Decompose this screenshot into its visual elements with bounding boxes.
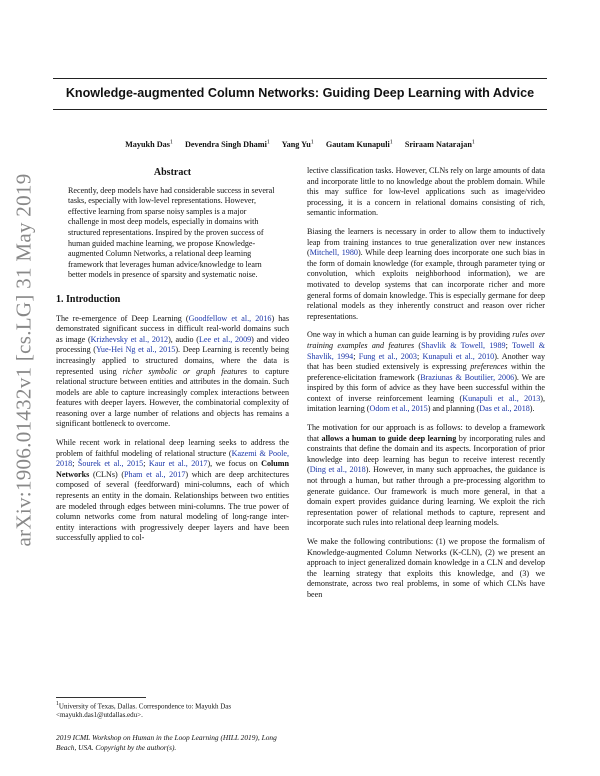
author-list	[40, 139, 560, 149]
paragraph: Biasing the learners is necessary in order to allow them to inductively leap from training instances to true generalization over new instances (Mitchell, 1980). While deep learning does incorporate one such bias in the form of domain knowledge (for example, through parameter tying or convolution, which exploits neighborhood information), we are motivated to develop systems that can incorporate richer and more general forms of domain knowledge. This is especially germane for deep relational models as they inherently construct and reason over richer representations.	[307, 226, 545, 321]
paragraph: One way in which a human can guide learning is by providing rules over training examples and features (Shavlik & Towell, 1989; Towell & Shavlik, 1994; Fung et al., 2003; Kunapuli et al., 2010). Another way that has been studied extensively is expressing preferences within the preference-elicitation framework (Braziunas & Boutilier, 2006). We are inspired by this form of advice as they have been successful within the context of inverse reinforcement learning (Kunapuli et al., 2013), imitation learning (Odom et al., 2015) and planning (Das et al., 2018).	[307, 330, 546, 414]
citation-link[interactable]: Kaur et al., 2017	[148, 459, 208, 469]
citation-link[interactable]: Ding et al., 2018	[309, 465, 366, 475]
right-column	[307, 166, 545, 609]
citation-link[interactable]: Kunapuli et al., 2013	[462, 393, 541, 403]
citation-link[interactable]: Yue-Hei Ng et al., 2015	[95, 345, 176, 355]
author: Devendra Singh Dhami$^1$	[184, 139, 270, 149]
title-rule-bottom	[53, 109, 547, 110]
section-heading: 1. Introduction	[56, 293, 121, 305]
intro-paragraph-1: The re-emergence of Deep Learning (Goodfellow et al., 2016) has demonstrated significant success in difficult real-world domains such as image (Krizhevsky et al., 2012), audio (Lee et al., 2009) and video processing (Yue-Hei Ng et al., 2015). Deep Learning is recently being increasingly applied to structured domains, where the data is represented using richer symbolic or graph features to capture relational structure between entities and attributes in the domain. Such models are able to capture increasingly complex interactions between features with deeper layers. However, the combinatorial complexity of reasoning over a large number of relations and objects has remains a significant bottleneck to overcome.	[56, 313, 290, 429]
citation-link[interactable]: Kunapuli et al., 2010	[422, 351, 495, 361]
citation-link[interactable]: Fung et al., 2003	[358, 351, 417, 361]
citation-link[interactable]: Goodfellow et al., 2016	[188, 313, 272, 323]
paragraph: The motivation for our approach is as follows: to develop a framework that allows a human to guide deep learning by incorporating rules and constraints that define the domain and its aspects. Incorporation of prior knowledge into deep learning has begun to receive interest recently (Ding et al., 2018). However, in many such approaches, the guidance is not through a human, but rather through a pre-processing algorithm to generate guidance. Our framework is much more general, in that a domain expert provides guidance during learning. We exploit the rich representation power of relational methods to capture, represent and incorporate such rules into relational deep learning models.	[307, 423, 546, 528]
intro-paragraph-2: While recent work in relational deep learning seeks to address the problem of faithful modeling of relational structure (Kazemi & Poole, 2018; Šourek et al., 2015; Kaur et al., 2017), we focus on Column Networks (CLNs) (Pham et al., 2017) which are deep architectures composed of several (feedforward) mini-columns, each of which represents an entity in the domain. Relationships between two entities are modeled through edges between mini-columns. The true power of column networks come from natural modeling of long-range inter-entity interactions with progressively deeper layers and have been successfully applied to col-	[56, 438, 290, 543]
abstract-heading: Abstract	[153, 167, 192, 178]
footnote-rule	[56, 697, 146, 698]
citation-link[interactable]: Krizhevsky et al., 2012	[90, 334, 169, 344]
arxiv-stamp: arXiv:1906.01432v1 [cs.LG] 31 May 2019	[11, 173, 36, 547]
author: Gautam Kunapuli$^1$	[325, 139, 393, 149]
footnote: $^1$University of Texas, Dallas. Correspondence to: Mayukh Das <mayukh.das1@utdallas.edu>.	[56, 701, 232, 720]
paragraph: lective classification tasks. However, CLNs rely on large amounts of data and incorporate little to no knowledge about the problem domain. While this may suffice for low-level applications such as image/video processing, it is a concern in relational domains consisting of rich, semantic information.	[307, 166, 545, 218]
paper-title: Knowledge-augmented Column Networks: Guiding Deep Learning with Advice	[65, 86, 535, 100]
citation-link[interactable]: Pham et al., 2017	[124, 469, 186, 479]
paragraph: We make the following contributions: (1) we propose the formalism of Knowledge-augmented Column Networks (K-CLN), (2) we present an approach to inject generalized domain knowledge in a CLN and develop the learning strategy that exploits this knowledge, and (3) we demonstrate, across two real problems, in some of which CLNs have been	[307, 537, 545, 599]
citation-link[interactable]: Das et al., 2018	[479, 404, 530, 414]
venue-note: 2019 ICML Workshop on Human in the Loop Learning (HILL 2019), Long Beach, USA. Copyright by the author(s).	[56, 733, 277, 752]
left-column	[56, 168, 289, 552]
citation-link[interactable]: Mitchell, 1980	[309, 248, 358, 258]
citation-link[interactable]: Kazemi & Poole, 2018	[56, 448, 290, 469]
citation-link[interactable]: Braziunas & Boutilier, 2006	[420, 372, 515, 382]
author: Yang Yu$^1$	[281, 139, 314, 149]
title-rule-top	[53, 78, 547, 79]
abstract-text: Recently, deep models have had considerable success in several tasks, especially with low-level representations. However, effective learning from sparse noisy samples is a major challenge in most deep models, especially in domains with structured representations. Inspired by the proven success of human guided machine learning, we propose Knowledge-augmented Column Networks, a relational deep learning framework that leverages human advice/knowledge to learn better models in presence of sparsity and systematic noise.	[68, 185, 275, 280]
author: Mayukh Das$^1$	[125, 139, 173, 149]
citation-link[interactable]: Lee et al., 2009	[198, 334, 252, 344]
author: Sriraam Natarajan$^1$	[404, 139, 475, 149]
citation-link[interactable]: Towell & Shavlik, 1994	[307, 340, 545, 361]
citation-link[interactable]: Shavlik & Towell, 1989	[421, 340, 506, 350]
citation-link[interactable]: Šourek et al., 2015	[77, 459, 144, 469]
citation-link[interactable]: Odom et al., 2015	[369, 404, 428, 414]
